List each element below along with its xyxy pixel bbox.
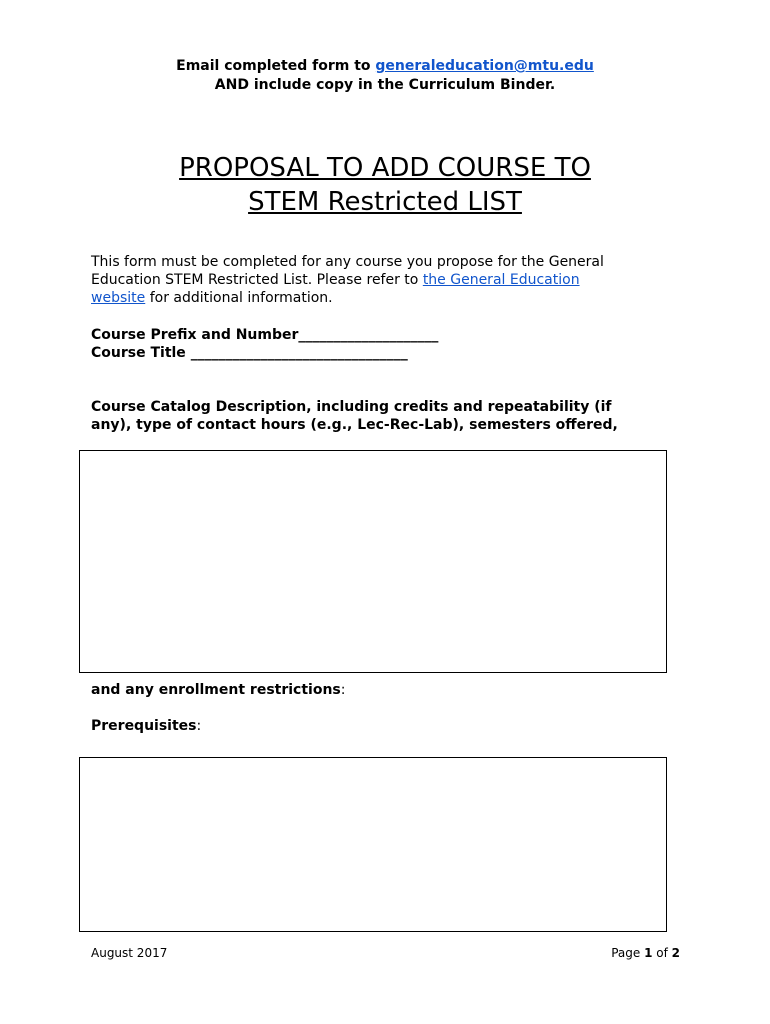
course-title-blank[interactable]: _______________________________ <box>190 345 408 361</box>
catalog-description-box[interactable] <box>79 450 667 673</box>
intro-text: Education STEM Restricted List. Please refer to <box>91 272 423 288</box>
email-instruction <box>0 57 770 76</box>
prerequisites-box[interactable] <box>79 757 667 932</box>
footer-date: August 2017 <box>91 946 168 960</box>
enrollment-restrictions-colon: : <box>340 682 346 698</box>
page-word: Page <box>611 946 645 960</box>
course-prefix-label: Course Prefix and Number <box>91 327 299 343</box>
footer-page-number <box>611 945 680 961</box>
of-word: of <box>652 946 672 960</box>
total-pages: 2 <box>671 946 680 960</box>
current-page: 1 <box>644 946 653 960</box>
binder-instruction: AND include copy in the Curriculum Binder. <box>214 77 556 93</box>
gen-ed-link[interactable]: the General Education <box>422 272 580 288</box>
website-link[interactable]: website <box>91 290 146 306</box>
enrollment-restrictions-label <box>91 681 345 699</box>
course-prefix-blank[interactable]: ____________________ <box>298 327 439 343</box>
catalog-label-line-2: any), type of contact hours (e.g., Lec-Rec-Lab), semesters offered, <box>91 417 618 433</box>
prerequisites-label <box>91 717 201 735</box>
course-title-label: Course Title <box>91 345 191 361</box>
email-link[interactable]: generaleducation@mtu.edu <box>375 58 594 74</box>
intro-line-1: This form must be completed for any course you propose for the General <box>91 254 604 270</box>
prerequisites-text: Prerequisites <box>91 718 197 734</box>
catalog-label-line-1: Course Catalog Description, including credits and repeatability (if <box>91 399 612 415</box>
course-prefix-field[interactable] <box>91 326 438 344</box>
intro-line-3 <box>91 289 333 307</box>
intro-line-2 <box>91 271 580 289</box>
page-title-line-1: PROPOSAL TO ADD COURSE TO <box>179 153 591 183</box>
enrollment-restrictions-text: and any enrollment restrictions <box>91 682 341 698</box>
page-title-line-2: STEM Restricted LIST <box>248 187 522 217</box>
intro-suffix: for additional information. <box>145 290 333 306</box>
email-instruction-text: Email completed form to <box>176 58 376 74</box>
course-title-field[interactable] <box>91 344 408 362</box>
prerequisites-colon: : <box>196 718 202 734</box>
